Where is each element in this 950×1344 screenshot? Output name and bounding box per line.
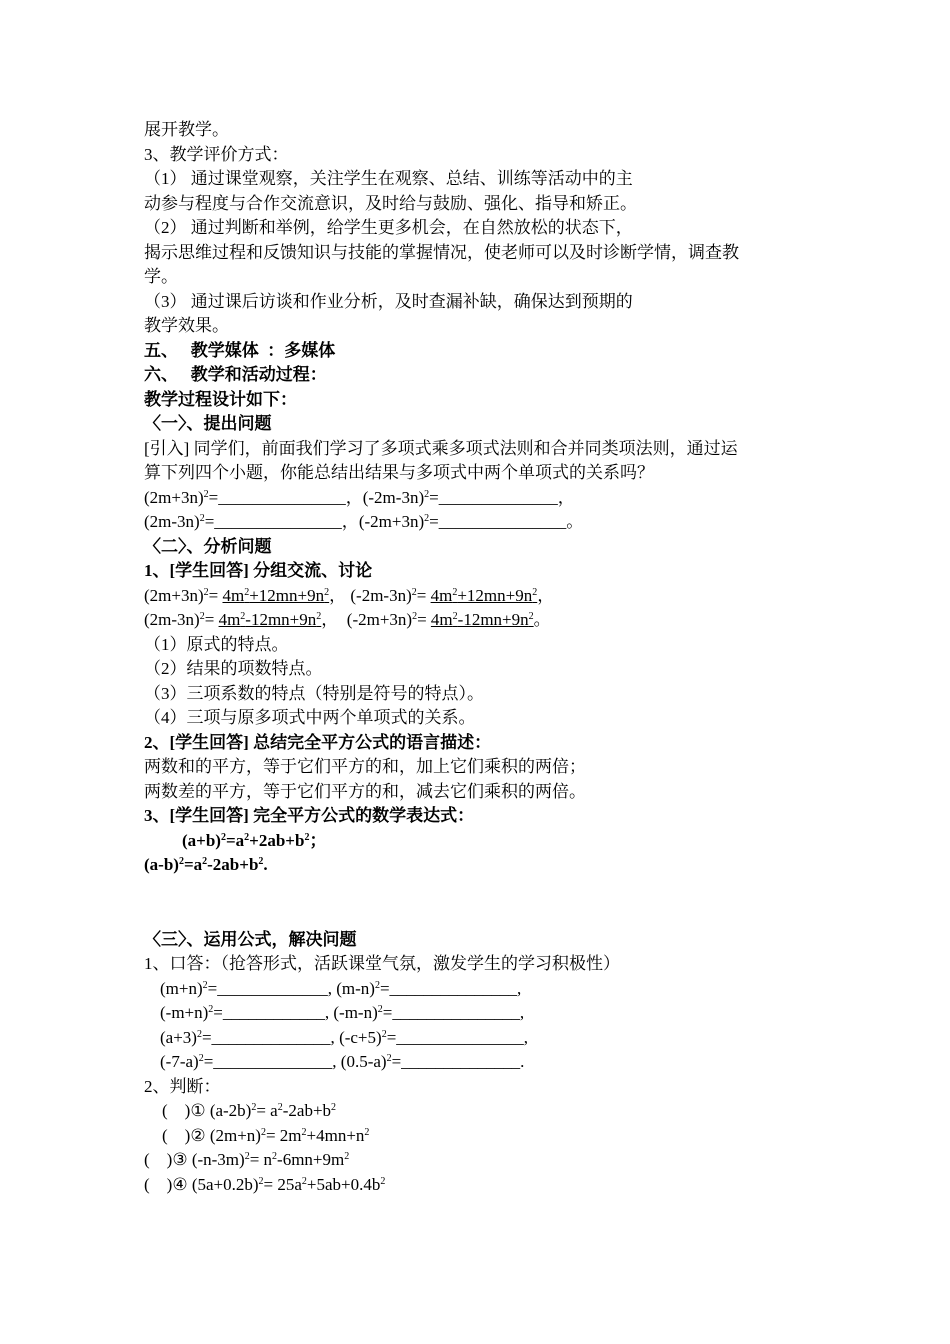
text-line: （1） 通过课堂观察，关注学生在观察、总结、训练等活动中的主 [144, 169, 633, 188]
text-line: 教学效果。 [144, 316, 229, 335]
subheading: 3、[学生回答] 完全平方公式的数学表达式： [144, 806, 475, 825]
text-line: 1、口答：（抢答形式，活跃课堂气氛，激发学生的学习积极性） [144, 954, 620, 973]
text-line: 2、判断： [144, 1076, 221, 1096]
text-line: （3） 通过课后访谈和作业分析，及时查漏补缺，确保达到预期的 [144, 291, 633, 311]
text-line: 两数和的平方，等于它们平方的和，加上它们乘积的两倍； [144, 757, 586, 776]
subheading: 2、[学生回答] 总结完全平方公式的语言描述： [144, 732, 492, 752]
text-line: 展开教学。 [144, 120, 229, 139]
section-heading: 六、 教学和活动过程： [144, 365, 327, 384]
exercise-line: $(2m-3n)^2=\_\_\_\_\_\_\_\_\_\_\_\_\_\_\_$，$(-2m+3n)^2=\_\_\_\_\_\_\_\_\_\_\_\_\_\_\_$。 [144, 512, 584, 531]
formula-line: $(a+b)^2=a^2+2ab+b^2$； [182, 830, 327, 850]
section-heading: 五、 教学媒体 ：多媒体 [144, 340, 336, 360]
subheading: 〈一〉、提出问题 [144, 414, 272, 433]
text-line: （4）三项与原多项式中两个单项式的关系。 [144, 708, 476, 727]
exercise-line: $(-7-a)^2=\_\_\_\_\_\_\_\_\_\_\_\_\_\_$, $(0.5-a)^2=\_\_\_\_\_\_\_\_\_\_\_\_\_\_$. [160, 1052, 525, 1071]
text-line: 3、教学评价方式： [144, 144, 289, 164]
exercise-line: $(a+3)^2=\_\_\_\_\_\_\_\_\_\_\_\_\_\_$, $(-c+5)^2=\_\_\_\_\_\_\_\_\_\_\_\_\_\_\_$, [160, 1027, 529, 1047]
answer-line: $(2m-3n)^2= 4m^2-12mn+9n^2$， $(-2m+3n)^2= 4m^2-12mn+9n^2$。 [144, 610, 551, 629]
subheading: 教学过程设计如下： [144, 389, 297, 409]
spacer [144, 878, 814, 928]
answer-line: $(2m+3n)^2= 4m^2+12mn+9n^2$， $(-2m-3n)^2= 4m^2+12mn+9n^2$， [144, 585, 555, 605]
exercise-line: $(-m+n)^2=\_\_\_\_\_\_\_\_\_\_\_\_$, $(-m-n)^2=\_\_\_\_\_\_\_\_\_\_\_\_\_\_\_$, [160, 1003, 525, 1022]
judge-item: ( )② $(2m+n)^2= 2m^2+4mn+n^2$ [162, 1125, 370, 1145]
text-line: 学。 [144, 267, 178, 286]
subheading: 〈三〉、运用公式，解决问题 [144, 929, 357, 949]
exercise-line: $(2m+3n)^2=\_\_\_\_\_\_\_\_\_\_\_\_\_\_\_$，$(-2m-3n)^2=\_\_\_\_\_\_\_\_\_\_\_\_\_\_$， [144, 487, 575, 507]
text-line: 算下列四个小题，你能总结出结果与多项式中两个单项式的关系吗？ [144, 463, 654, 482]
formula-line: $(a-b)^2=a^2-2ab+b^2$. [144, 855, 268, 874]
judge-item: ( )③ $(-n-3m)^2= n^2-6mn+9m^2$ [144, 1150, 350, 1169]
text-line: （1）原式的特点。 [144, 634, 289, 654]
subheading: 〈二〉、分析问题 [144, 536, 272, 556]
text-line: [引入] 同学们，前面我们学习了多项式乘多项式法则和合并同类项法则，通过运 [144, 438, 738, 458]
judge-item: ( )① $(a-2b)^2= a^2-2ab+b^2$ [162, 1101, 337, 1120]
text-line: （2） 通过判断和举例，给学生更多机会，在自然放松的状态下， [144, 218, 633, 237]
text-line: 两数差的平方，等于它们平方的和，减去它们乘积的两倍。 [144, 781, 586, 801]
judge-item: ( )④ $(5a+0.2b)^2= 25a^2+5ab+0.4b^2$ [144, 1174, 386, 1194]
text-line: （3）三项系数的特点（特别是符号的特点）。 [144, 683, 484, 703]
document-page [144, 118, 814, 1197]
subheading: 1、[学生回答] 分组交流、讨论 [144, 561, 373, 580]
exercise-line: $(m+n)^2=\_\_\_\_\_\_\_\_\_\_\_\_\_$, $(m-n)^2=\_\_\_\_\_\_\_\_\_\_\_\_\_\_\_$, [160, 978, 522, 998]
text-line: 动参与程度与合作交流意识，及时给与鼓励、强化、指导和矫正。 [144, 193, 637, 213]
text-line: 揭示思维过程和反馈知识与技能的掌握情况，使老师可以及时诊断学情，调查教 [144, 242, 739, 262]
text-line: （2）结果的项数特点。 [144, 659, 323, 678]
